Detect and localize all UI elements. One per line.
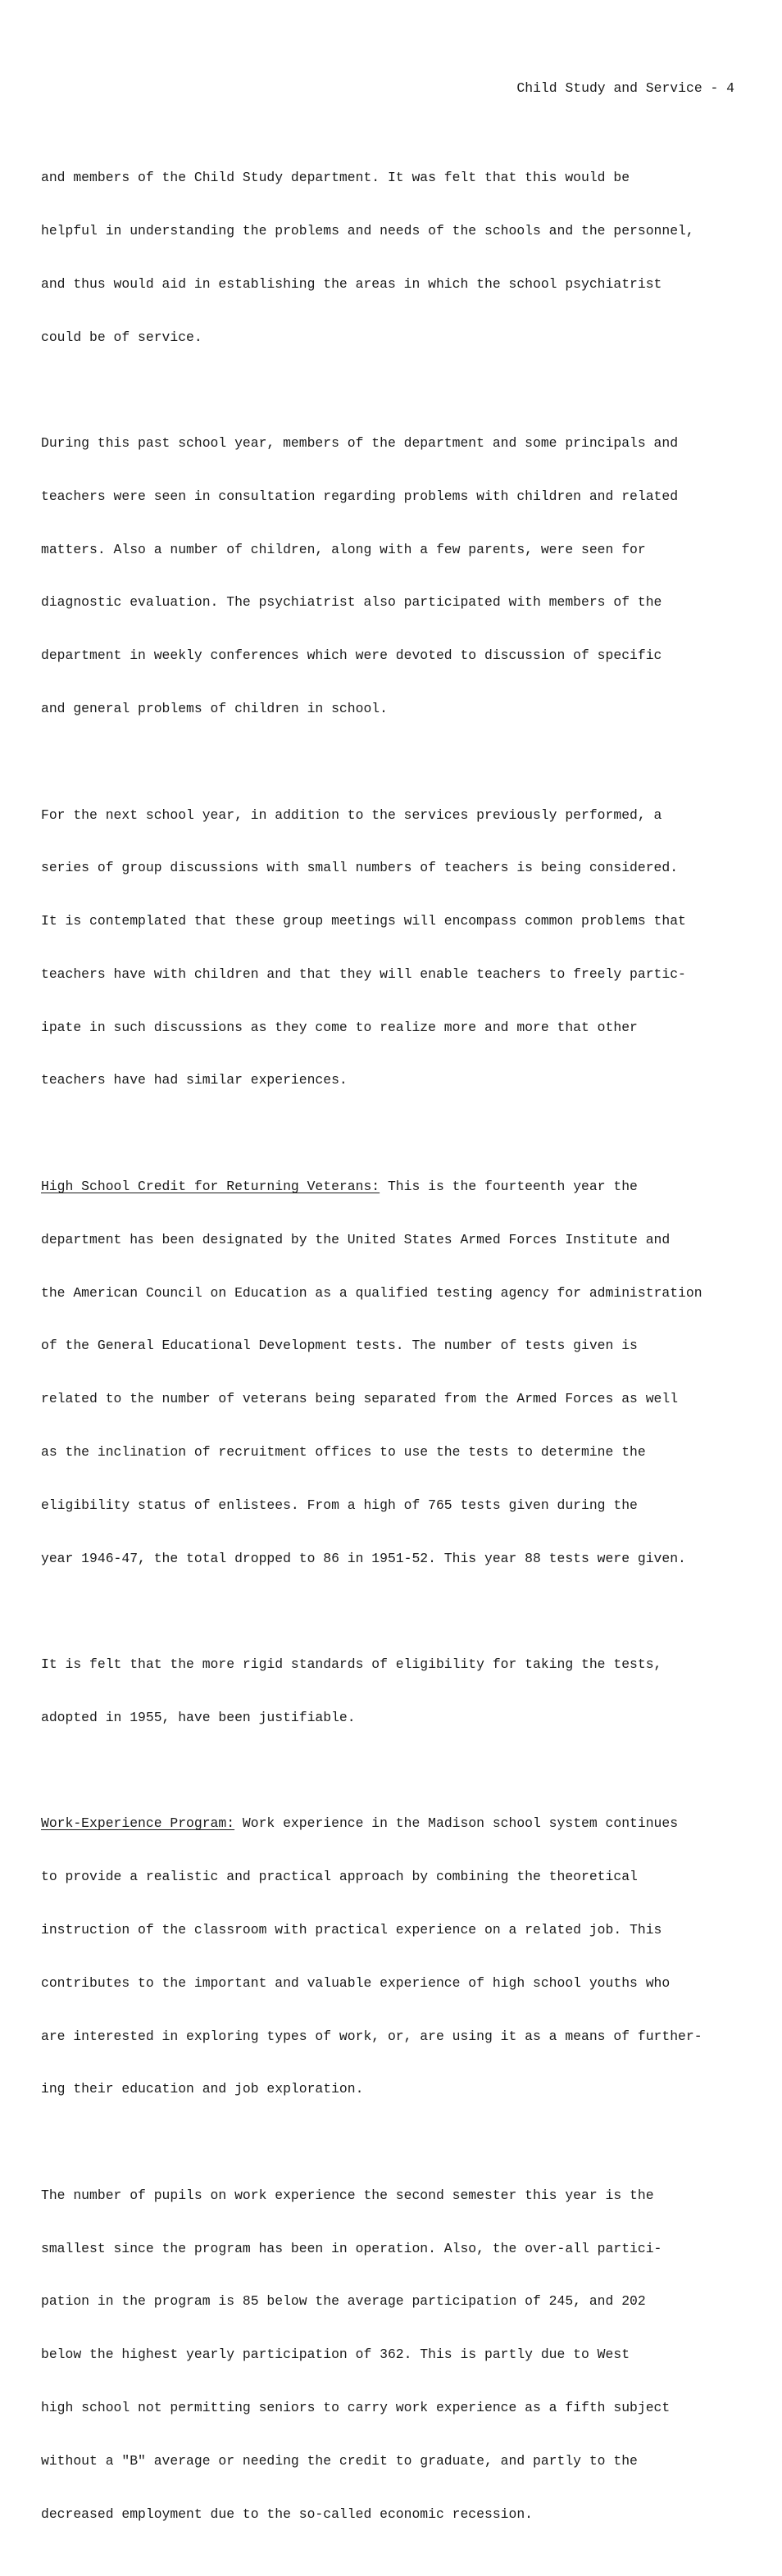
text-line: below the highest yearly participation of 362. This is partly due to West	[41, 2347, 630, 2363]
text-line: ipate in such discussions as they come to realize more and more that other	[41, 1019, 638, 1035]
text-line: ing their education and job exploration.	[41, 2081, 364, 2097]
text-line: of the General Educational Development tests. The number of tests given is	[41, 1338, 638, 1354]
paragraph-1	[41, 134, 762, 381]
text-line: and thus would aid in establishing the areas in which the school psychiatrist	[41, 275, 662, 292]
heading-line-rest: Work experience in the Madison school system continues	[234, 1815, 679, 1832]
running-head: Child Study and Service - 4	[516, 80, 734, 96]
section-heading-work-experience: Work-Experience Program:	[41, 1815, 235, 1832]
text-line	[41, 1178, 762, 1196]
section-heading-veterans: High School Credit for Returning Veterans:	[41, 1179, 380, 1195]
text-line: and members of the Child Study department. It was felt that this would be	[41, 170, 630, 186]
text-line: It is felt that the more rigid standards of eligibility for taking the tests,	[41, 1656, 662, 1673]
paragraph-3	[41, 770, 762, 1124]
text-line: department in weekly conferences which were devoted to discussion of specific	[41, 647, 662, 664]
text-line	[41, 1815, 762, 1833]
text-line: adopted in 1955, have been justifiable.	[41, 1709, 356, 1725]
text-line: decreased employment due to the so-called economic recession.	[41, 2506, 533, 2522]
text-line: helpful in understanding the problems and needs of the schools and the personnel,	[41, 222, 694, 239]
paragraph-eligibility	[41, 1620, 762, 1762]
text-line: pation in the program is 85 below the average participation of 245, and 202	[41, 2293, 646, 2310]
text-line: as the inclination of recruitment offices to use the tests to determine the	[41, 1443, 646, 1460]
text-line: diagnostic evaluation. The psychiatrist also participated with members of the	[41, 594, 662, 611]
paragraph-2	[41, 399, 762, 753]
text-line: teachers were seen in consultation regarding problems with children and related	[41, 488, 679, 504]
text-line: the American Council on Education as a qualified testing agency for administration	[41, 1284, 702, 1301]
text-line: For the next school year, in addition to the services previously performed, a	[41, 806, 662, 823]
text-line: related to the number of veterans being separated from the Armed Forces as well	[41, 1391, 679, 1407]
text-line: teachers have had similar experiences.	[41, 1072, 348, 1088]
text-line: The number of pupils on work experience the second semester this year is the	[41, 2187, 654, 2203]
text-line: series of group discussions with small numbers of teachers is being considered.	[41, 860, 679, 876]
text-line: high school not permitting seniors to carry work experience as a fifth subject	[41, 2400, 671, 2415]
text-line: eligibility status of enlistees. From a high of 765 tests given during the	[41, 1497, 638, 1513]
text-line: teachers have with children and that they will enable teachers to freely partic-	[41, 965, 686, 982]
text-line: smallest since the program has been in operation. Also, the over-all partici-	[41, 2240, 662, 2256]
text-line: It is contemplated that these group meetings will encompass common problems that	[41, 913, 686, 929]
paragraph-veterans	[41, 1143, 762, 1602]
text-line: department has been designated by the United States Armed Forces Institute and	[41, 1231, 671, 1247]
text-line: are interested in exploring types of work, or, are using it as a means of further-	[41, 2028, 702, 2044]
text-line: During this past school year, members of the department and some principals and	[41, 435, 679, 452]
text-line: and general problems of children in school.	[41, 701, 388, 716]
text-line: matters. Also a number of children, along with a few parents, were seen for	[41, 541, 646, 557]
body-text	[41, 134, 762, 2576]
text-line: contributes to the important and valuable experience of high school youths who	[41, 1974, 671, 1991]
text-line: year 1946-47, the total dropped to 86 in 1951-52. This year 88 tests were given.	[41, 1550, 686, 1566]
paragraph-work-experience	[41, 1779, 762, 2133]
text-line: instruction of the classroom with practical experience on a related job. This	[41, 1921, 662, 1938]
paragraph-pupils	[41, 2151, 762, 2559]
heading-line-rest: This is the fourteenth year the	[380, 1179, 638, 1195]
text-line: to provide a realistic and practical approach by combining the theoretical	[41, 1869, 638, 1885]
text-line: without a "B" average or needing the credit to graduate, and partly to the	[41, 2452, 638, 2469]
text-line: could be of service.	[41, 329, 202, 345]
